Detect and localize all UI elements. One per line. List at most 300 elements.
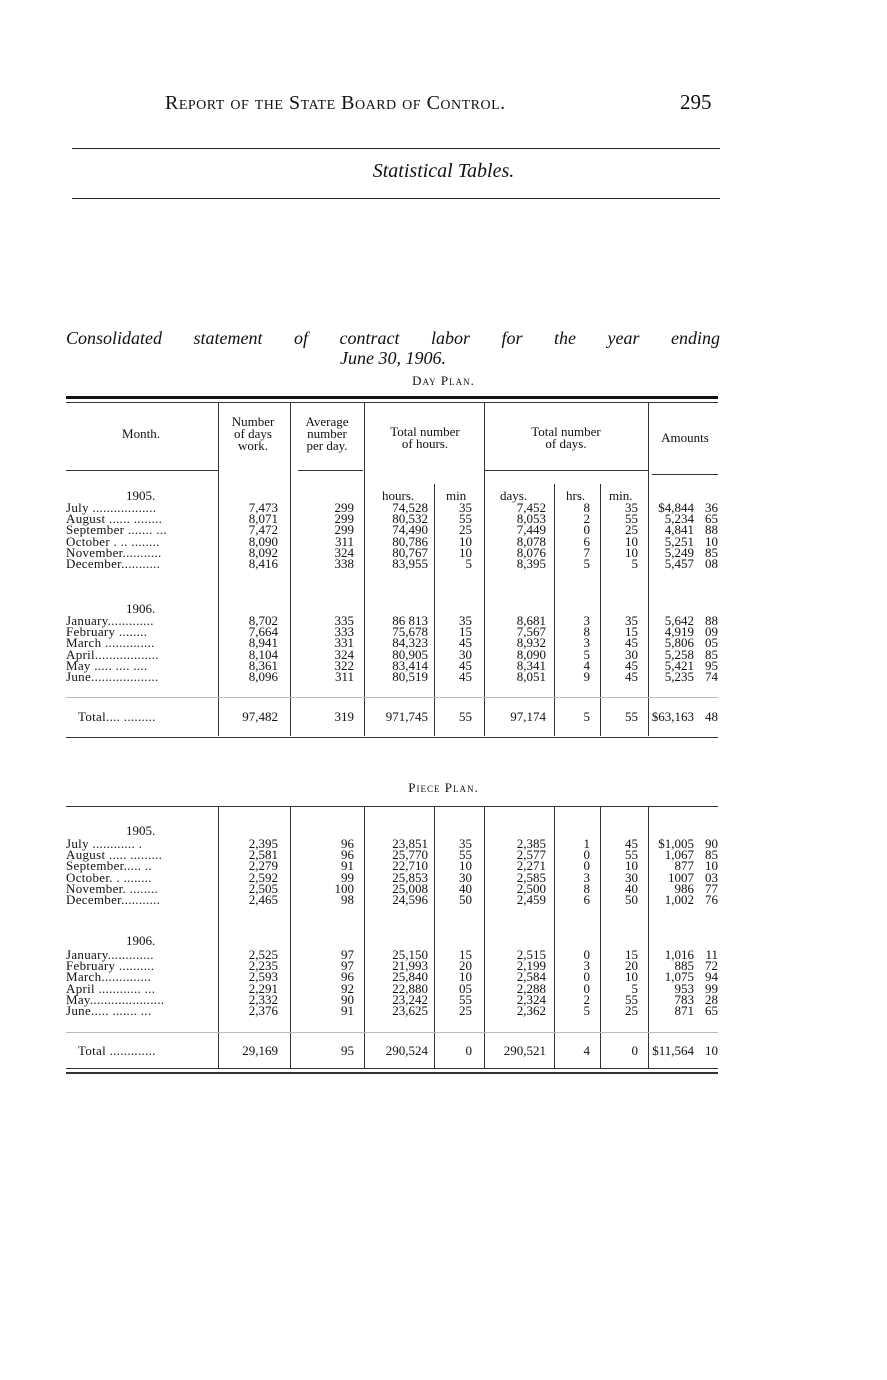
cell-amount-dollars: 4,841 — [664, 522, 694, 538]
cell-hours-min: 15 — [459, 947, 472, 962]
cell-amount-cents: 88 — [705, 613, 718, 628]
cell-amount-cents: 65 — [705, 511, 718, 527]
cell-amount-cents: 77 — [705, 880, 718, 896]
table-row — [66, 557, 720, 570]
cell-days-hrs: 5 — [583, 646, 590, 662]
cell-days-min: 55 — [625, 991, 638, 1007]
cell-month: Total.... ......... — [78, 709, 156, 724]
cell-total-days: 2,500 — [516, 880, 546, 896]
cell-avg-per-day: 299 — [334, 511, 354, 527]
cell-amount-cents: 10 — [705, 858, 718, 874]
cell-hours-min: 55 — [459, 511, 472, 527]
cell-month: July .................. — [66, 500, 157, 515]
cell-days-min: 45 — [625, 836, 638, 851]
cell-days-work: 8,941 — [248, 635, 278, 651]
cell-amount-dollars: $1,005 — [658, 836, 694, 851]
cell-total-days: 2,385 — [516, 836, 546, 851]
cell-hours-min: 25 — [459, 1003, 472, 1018]
cell-hours-min: 05 — [459, 980, 472, 996]
running-head — [0, 92, 887, 122]
cell-amount-dollars: $11,564 — [652, 1043, 694, 1058]
year-row — [66, 602, 720, 615]
cell-days-work: 7,473 — [248, 500, 278, 515]
cell-amount-cents: 03 — [705, 869, 718, 885]
cell-days-min: 5 — [631, 980, 638, 996]
unit-hrs: hrs. — [566, 488, 586, 503]
subheading-rule — [72, 198, 720, 199]
cell-days-hrs: 7 — [583, 544, 590, 560]
cell-days-work: 2,376 — [248, 1003, 278, 1018]
cell-amount-cents: 05 — [705, 635, 718, 651]
cell-days-hrs: 2 — [583, 991, 590, 1007]
cell-month: December........... — [66, 556, 161, 571]
cell-days-work: 8,090 — [248, 533, 278, 549]
cell-days-work: 8,416 — [248, 556, 278, 571]
cell-total-hours: 25,853 — [392, 869, 428, 885]
cell-amount-dollars: 5,642 — [664, 613, 694, 628]
cell-total-hours: 80,786 — [392, 533, 428, 549]
cell-amount-dollars: 1,002 — [664, 892, 694, 907]
cell-total-hours: 80,905 — [392, 646, 428, 662]
cell-amount-dollars: 4,919 — [664, 624, 694, 640]
table-bottom-rule — [66, 737, 718, 738]
cell-total-days: 2,585 — [516, 869, 546, 885]
cell-amount-dollars: 1007 — [668, 869, 694, 885]
cell-total-hours: 290,524 — [385, 1043, 428, 1058]
cell-amount-cents: 85 — [705, 847, 718, 863]
cell-days-min: 30 — [625, 869, 638, 885]
cell-days-min: 10 — [625, 533, 638, 549]
col-header-avg — [291, 416, 363, 452]
cell-hours-min: 5 — [465, 556, 472, 571]
cell-total-days: 8,078 — [516, 533, 546, 549]
cell-avg-per-day: 338 — [334, 556, 354, 571]
cell-total-days: 2,288 — [516, 980, 546, 996]
cell-avg-per-day: 299 — [334, 500, 354, 515]
cell-amount-dollars: 5,806 — [664, 635, 694, 651]
cell-days-min: 50 — [625, 892, 638, 907]
col-header-avg-l1: Average — [305, 414, 349, 429]
cell-days-min: 15 — [625, 624, 638, 640]
cell-days-work: 8,361 — [248, 657, 278, 673]
cell-days-hrs: 4 — [583, 657, 590, 673]
cell-days-work: 2,235 — [248, 958, 278, 974]
cell-hours-min: 10 — [459, 969, 472, 985]
cell-total-hours: 74,528 — [392, 500, 428, 515]
cell-total-days: 97,174 — [510, 709, 546, 724]
cell-days-min: 20 — [625, 958, 638, 974]
cell-days-hrs: 0 — [583, 947, 590, 962]
cell-days-min: 35 — [625, 500, 638, 515]
cell-total-days: 2,515 — [516, 947, 546, 962]
cell-month: May ..... .... .... — [66, 657, 148, 673]
cell-month: October . .. ........ — [66, 533, 160, 549]
col-header-hours-l2: of hours. — [401, 436, 449, 451]
cell-total-hours: 80,767 — [392, 544, 428, 560]
header-underline — [66, 470, 218, 471]
cell-total-hours: 25,840 — [392, 969, 428, 985]
cell-days-work: 2,505 — [248, 880, 278, 896]
cell-days-min: 40 — [625, 880, 638, 896]
year-label: 1905. — [126, 488, 156, 503]
cell-total-days: 2,584 — [516, 969, 546, 985]
cell-days-hrs: 3 — [583, 613, 590, 628]
cell-month: June................... — [66, 669, 159, 684]
cell-amount-dollars: 1,067 — [664, 847, 694, 863]
cell-amount-cents: 85 — [705, 646, 718, 662]
cell-total-hours: 80,532 — [392, 511, 428, 527]
cell-days-hrs: 0 — [583, 858, 590, 874]
cell-total-days: 2,362 — [516, 1003, 546, 1018]
cell-days-min: 30 — [625, 646, 638, 662]
cell-total-hours: 80,519 — [392, 669, 428, 684]
cell-days-hrs: 1 — [583, 836, 590, 851]
year-label: 1906. — [126, 601, 156, 616]
cell-days-hrs: 8 — [583, 880, 590, 896]
cell-avg-per-day: 96 — [341, 969, 354, 985]
cell-days-hrs: 6 — [583, 892, 590, 907]
col-header-days-work-l3: work. — [238, 438, 268, 453]
cell-avg-per-day: 311 — [334, 669, 354, 684]
cell-days-work: 7,664 — [248, 624, 278, 640]
cell-amount-dollars: $4,844 — [658, 500, 694, 515]
cell-total-hours: 83,955 — [392, 556, 428, 571]
cell-month: February .......... — [66, 958, 155, 974]
total-rule — [66, 1032, 718, 1033]
cell-total-hours: 75,678 — [392, 624, 428, 640]
cell-days-work: 8,096 — [248, 669, 278, 684]
cell-days-work: 2,592 — [248, 869, 278, 885]
cell-total-hours: 74,490 — [392, 522, 428, 538]
unit-days: days. — [500, 488, 528, 503]
total-row — [66, 710, 720, 723]
cell-month: May..................... — [66, 991, 165, 1007]
cell-total-hours: 84,323 — [392, 635, 428, 651]
cell-total-days: 2,271 — [516, 858, 546, 874]
cell-days-min: 55 — [625, 847, 638, 863]
cell-days-work: 8,071 — [248, 511, 278, 527]
cell-avg-per-day: 100 — [334, 880, 354, 896]
cell-month: January............. — [66, 613, 154, 628]
cell-avg-per-day: 324 — [334, 544, 354, 560]
cell-days-work: 2,332 — [248, 991, 278, 1007]
year-label: 1905. — [126, 823, 156, 838]
cell-days-hrs: 5 — [583, 709, 590, 724]
cell-avg-per-day: 96 — [341, 847, 354, 863]
cell-amount-cents: 85 — [705, 544, 718, 560]
cell-days-hrs: 3 — [583, 635, 590, 651]
cell-amount-dollars: 877 — [674, 858, 694, 874]
col-header-days-work-l2: of days — [234, 426, 272, 441]
cell-amount-cents: 65 — [705, 1003, 718, 1018]
caption-line-1: Consolidated statement of contract labor for the year ending — [66, 328, 720, 348]
header-underline — [484, 470, 648, 471]
cell-total-days: 8,341 — [516, 657, 546, 673]
table-bottom-rule-thick — [66, 1072, 718, 1074]
cell-amount-cents: 88 — [705, 522, 718, 538]
cell-days-min: 45 — [625, 657, 638, 673]
cell-amount-dollars: 5,234 — [664, 511, 694, 527]
cell-total-hours: 22,880 — [392, 980, 428, 996]
cell-month: November. ........ — [66, 880, 159, 896]
cell-amount-dollars: 5,235 — [664, 669, 694, 684]
cell-days-hrs: 0 — [583, 980, 590, 996]
cell-avg-per-day: 97 — [341, 947, 354, 962]
table-top-rule — [66, 396, 718, 399]
col-header-avg-l3: per day. — [306, 438, 348, 453]
cell-total-hours: 23,242 — [392, 991, 428, 1007]
cell-days-work: 8,092 — [248, 544, 278, 560]
cell-month: April ............ ... — [66, 980, 156, 996]
cell-amount-dollars: 885 — [674, 958, 694, 974]
cell-hours-min: 45 — [459, 669, 472, 684]
cell-total-hours: 22,710 — [392, 858, 428, 874]
cell-month: December........... — [66, 892, 161, 907]
cell-avg-per-day: 319 — [334, 709, 354, 724]
cell-hours-min: 35 — [459, 836, 472, 851]
cell-total-days: 2,324 — [516, 991, 546, 1007]
cell-amount-dollars: 5,251 — [664, 533, 694, 549]
cell-hours-min: 30 — [459, 869, 472, 885]
col-header-amounts: Amounts — [661, 430, 709, 445]
header-rule — [72, 148, 720, 149]
col-header-days-l2: of days. — [545, 436, 587, 451]
cell-days-min: 15 — [625, 947, 638, 962]
cell-total-days: 7,567 — [516, 624, 546, 640]
cell-avg-per-day: 95 — [341, 1043, 354, 1058]
cell-days-hrs: 5 — [583, 556, 590, 571]
col-header-days-l1: Total number — [531, 424, 601, 439]
unit-hours: hours. — [382, 488, 415, 503]
cell-total-days: 8,053 — [516, 511, 546, 527]
year-row — [66, 934, 720, 947]
cell-days-work: 2,525 — [248, 947, 278, 962]
cell-hours-min: 25 — [459, 522, 472, 538]
cell-days-hrs: 5 — [583, 1003, 590, 1018]
col-header-days — [484, 426, 648, 450]
cell-days-hrs: 0 — [583, 969, 590, 985]
cell-days-min: 45 — [625, 669, 638, 684]
cell-days-hrs: 3 — [583, 869, 590, 885]
cell-hours-min: 15 — [459, 624, 472, 640]
cell-hours-min: 0 — [465, 1043, 472, 1058]
piece-plan-table — [66, 806, 720, 1086]
cell-avg-per-day: 335 — [334, 613, 354, 628]
total-row — [66, 1044, 720, 1057]
cell-total-hours: 23,851 — [392, 836, 428, 851]
cell-hours-min: 50 — [459, 892, 472, 907]
cell-days-hrs: 9 — [583, 669, 590, 684]
col-header-hours-l1: Total number — [390, 424, 460, 439]
cell-total-days: 8,076 — [516, 544, 546, 560]
table-top-rule — [66, 806, 718, 807]
cell-hours-min: 35 — [459, 613, 472, 628]
cell-days-min: 55 — [625, 709, 638, 724]
table-caption — [66, 328, 720, 368]
cell-amount-cents: 90 — [705, 836, 718, 851]
cell-month: April.................. — [66, 646, 159, 662]
cell-days-min: 35 — [625, 613, 638, 628]
header-underline — [652, 474, 718, 475]
cell-hours-min: 20 — [459, 958, 472, 974]
unit-min2: min. — [609, 488, 633, 503]
cell-hours-min: 55 — [459, 847, 472, 863]
cell-avg-per-day: 90 — [341, 991, 354, 1007]
cell-days-min: 25 — [625, 522, 638, 538]
cell-days-min: 10 — [625, 544, 638, 560]
cell-days-min: 45 — [625, 635, 638, 651]
cell-days-work: 2,395 — [248, 836, 278, 851]
col-header-avg-l2: number — [307, 426, 347, 441]
cell-total-days: 290,521 — [503, 1043, 546, 1058]
col-header-hours — [366, 426, 484, 450]
cell-amount-cents: 10 — [705, 533, 718, 549]
cell-amount-cents: 10 — [705, 1043, 718, 1058]
cell-total-days: 8,395 — [516, 556, 546, 571]
cell-amount-cents: 11 — [705, 947, 718, 962]
cell-amount-dollars: 5,249 — [664, 544, 694, 560]
cell-total-days: 2,199 — [516, 958, 546, 974]
section-subheading: Statistical Tables. — [372, 160, 515, 182]
cell-amount-dollars: 5,457 — [664, 556, 694, 571]
cell-hours-min: 45 — [459, 635, 472, 651]
cell-days-min: 55 — [625, 511, 638, 527]
cell-amount-cents: 09 — [705, 624, 718, 640]
cell-avg-per-day: 96 — [341, 836, 354, 851]
cell-avg-per-day: 92 — [341, 980, 354, 996]
cell-avg-per-day: 322 — [334, 657, 354, 673]
cell-days-hrs: 8 — [583, 624, 590, 640]
cell-amount-dollars: $63,163 — [651, 709, 694, 724]
day-plan-table — [66, 394, 720, 744]
cell-days-hrs: 2 — [583, 511, 590, 527]
cell-amount-cents: 28 — [705, 991, 718, 1007]
cell-avg-per-day: 91 — [341, 1003, 354, 1018]
cell-total-hours: 25,008 — [392, 880, 428, 896]
cell-hours-min: 10 — [459, 858, 472, 874]
total-rule — [66, 697, 718, 698]
cell-amount-cents: 94 — [705, 969, 718, 985]
cell-total-days: 2,459 — [516, 892, 546, 907]
cell-amount-dollars: 1,016 — [664, 947, 694, 962]
cell-days-hrs: 4 — [583, 1043, 590, 1058]
cell-hours-min: 10 — [459, 533, 472, 549]
table-top-rule-thin — [66, 402, 718, 403]
cell-total-days: 8,681 — [516, 613, 546, 628]
cell-month: March .............. — [66, 635, 155, 651]
cell-month: Total ............. — [78, 1043, 156, 1058]
report-title: Report of the State Board of Control. — [165, 92, 506, 114]
table-bottom-rule — [66, 1068, 718, 1069]
cell-amount-cents: 74 — [705, 669, 718, 684]
cell-avg-per-day: 324 — [334, 646, 354, 662]
cell-avg-per-day: 97 — [341, 958, 354, 974]
day-plan-title: Day Plan. — [412, 373, 475, 388]
cell-hours-min: 55 — [459, 709, 472, 724]
unit-min: min — [446, 488, 467, 503]
cell-hours-min: 35 — [459, 500, 472, 515]
cell-hours-min: 40 — [459, 880, 472, 896]
year-label: 1906. — [126, 933, 156, 948]
cell-month: January............. — [66, 947, 154, 962]
cell-total-days: 7,449 — [516, 522, 546, 538]
cell-amount-cents: 36 — [705, 500, 718, 515]
cell-avg-per-day: 99 — [341, 869, 354, 885]
cell-total-hours: 23,625 — [392, 1003, 428, 1018]
cell-days-min: 0 — [631, 1043, 638, 1058]
cell-amount-dollars: 986 — [674, 880, 694, 896]
cell-total-days: 2,577 — [516, 847, 546, 863]
col-header-month: Month. — [122, 426, 160, 441]
cell-avg-per-day: 299 — [334, 522, 354, 538]
cell-month: September..... .. — [66, 858, 152, 874]
cell-days-hrs: 0 — [583, 522, 590, 538]
cell-days-hrs: 3 — [583, 958, 590, 974]
cell-month: July ............ . — [66, 836, 143, 851]
cell-avg-per-day: 331 — [334, 635, 354, 651]
cell-total-days: 7,452 — [516, 500, 546, 515]
cell-amount-dollars: 1,075 — [664, 969, 694, 985]
cell-month: March.............. — [66, 969, 152, 985]
cell-days-work: 2,291 — [248, 980, 278, 996]
col-header-days-work-l1: Number — [231, 414, 275, 429]
cell-month: September ....... ... — [66, 522, 167, 538]
header-underline — [298, 470, 363, 471]
cell-total-hours: 86 813 — [392, 613, 428, 628]
cell-days-hrs: 6 — [583, 533, 590, 549]
cell-days-work: 2,593 — [248, 969, 278, 985]
caption-line-2: June 30, 1906. — [340, 348, 446, 368]
cell-amount-dollars: 783 — [674, 991, 694, 1007]
cell-month: November........... — [66, 544, 162, 560]
cell-total-hours: 25,770 — [392, 847, 428, 863]
cell-days-work: 29,169 — [242, 1043, 278, 1058]
cell-amount-cents: 76 — [705, 892, 718, 907]
cell-amount-dollars: 871 — [674, 1003, 694, 1018]
cell-hours-min: 10 — [459, 544, 472, 560]
cell-amount-cents: 72 — [705, 958, 718, 974]
cell-days-work: 2,465 — [248, 892, 278, 907]
page-number: 295 — [680, 90, 712, 114]
cell-total-days: 8,090 — [516, 646, 546, 662]
cell-amount-cents: 48 — [705, 709, 718, 724]
table-row — [66, 1004, 720, 1017]
cell-amount-dollars: 5,258 — [664, 646, 694, 662]
cell-month: August ..... ......... — [66, 847, 163, 863]
cell-avg-per-day: 91 — [341, 858, 354, 874]
cell-days-min: 25 — [625, 1003, 638, 1018]
cell-total-hours: 971,745 — [385, 709, 428, 724]
cell-total-hours: 83,414 — [392, 657, 428, 673]
cell-total-hours: 21,993 — [392, 958, 428, 974]
cell-days-work: 2,279 — [248, 858, 278, 874]
cell-total-hours: 24,596 — [392, 892, 428, 907]
cell-hours-min: 55 — [459, 991, 472, 1007]
cell-days-work: 7,472 — [248, 522, 278, 538]
col-header-days-work — [218, 416, 288, 452]
cell-amount-dollars: 5,421 — [664, 657, 694, 673]
cell-days-hrs: 8 — [583, 500, 590, 515]
cell-amount-cents: 95 — [705, 657, 718, 673]
cell-amount-dollars: 953 — [674, 980, 694, 996]
cell-total-days: 8,051 — [516, 669, 546, 684]
table-row — [66, 893, 720, 906]
cell-days-min: 10 — [625, 858, 638, 874]
cell-days-hrs: 0 — [583, 847, 590, 863]
cell-month: October. . ........ — [66, 869, 152, 885]
cell-days-min: 5 — [631, 556, 638, 571]
cell-avg-per-day: 311 — [334, 533, 354, 549]
